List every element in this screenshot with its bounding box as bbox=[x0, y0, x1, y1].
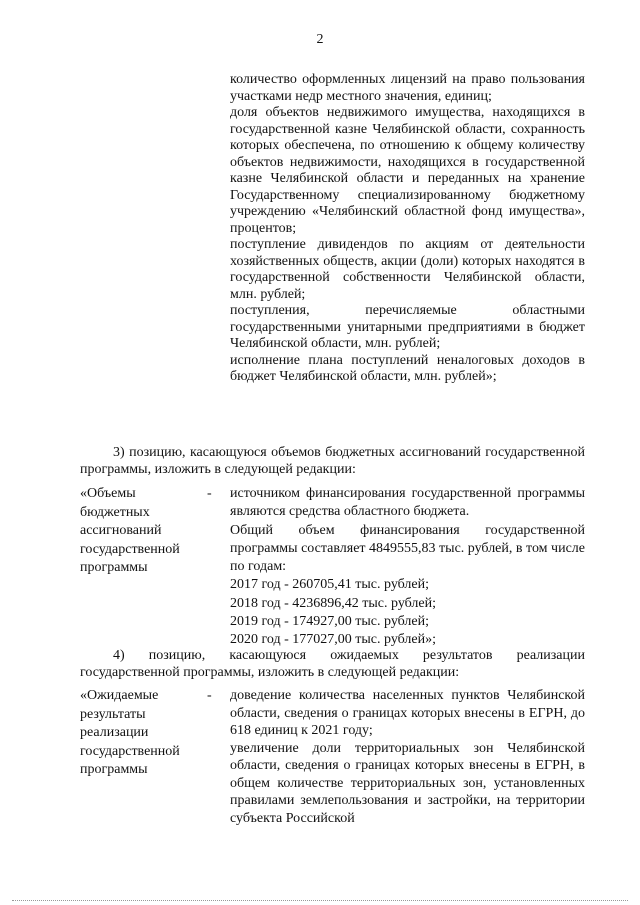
indicator-item: доля объектов недвижимого имущества, находящихся в государственной казне Челябинской области, сохранность которых обеспечена, по отношению к общему количеству объектов недвижимости, находящихся в государственной казне Челябинской области и переданных на хранение Государственному специализированному бюджетному учреждению «Челябинский областной фонд имущества», процентов; bbox=[230, 105, 585, 236]
result-item: доведение количества населенных пунктов Челябинской области, сведения о границах которых внесены в ЕГРН, до 618 единиц к 2021 году; bbox=[230, 688, 585, 738]
indicators-list bbox=[230, 72, 585, 386]
indicator-item: исполнение плана поступлений неналоговых доходов в бюджет Челябинской области, млн. рублей»; bbox=[230, 352, 585, 384]
item-3-dash: - bbox=[207, 486, 212, 501]
item-3-heading: 3) позицию, касающуюся объемов бюджетных ассигнований государственной программы, изложить в следующей редакции: bbox=[80, 445, 585, 477]
funding-total: Общий объем финансирования государственной программы составляет 4849555,83 тыс. рублей, в том числе по годам: bbox=[230, 522, 585, 575]
item-3-label: «Объемы бюджетных ассигнований государственной программы bbox=[80, 486, 180, 575]
item-4-heading: 4) позицию, касающуюся ожидаемых результатов реализации государственной программы, изложить в следующей редакции: bbox=[80, 648, 585, 680]
item-4-dash: - bbox=[207, 688, 212, 703]
item-4-content bbox=[230, 687, 585, 827]
funding-year: 2018 год - 4236896,42 тыс. рублей; bbox=[230, 595, 437, 611]
indicator-item: поступление дивидендов по акциям от деятельности хозяйственных обществ, акции (доли) которых находятся в государственной собственности Челябинской области, млн. рублей; bbox=[230, 237, 585, 302]
result-item: увеличение доли территориальных зон Челябинской области, сведения о границах которых внесены в ЕГРН, в общем количестве территориальных зон, установленных правилами землепользования и застройки, на территории субъекта Российской bbox=[230, 740, 585, 826]
funding-source: источником финансирования государственной программы являются средства областного бюджета. bbox=[230, 486, 585, 520]
funding-year: 2017 год - 260705,41 тыс. рублей; bbox=[230, 577, 430, 593]
funding-year: 2020 год - 177027,00 тыс. рублей»; bbox=[230, 632, 437, 648]
footer-divider bbox=[12, 900, 628, 901]
page-number: 2 bbox=[316, 32, 324, 47]
item-4-label: «Ожидаемые результаты реализации государственной программы bbox=[80, 688, 180, 777]
indicator-item: количество оформленных лицензий на право пользования участками недр местного значения, единиц; bbox=[230, 72, 585, 104]
funding-year: 2019 год - 174927,00 тыс. рублей; bbox=[230, 614, 430, 630]
indicator-item: поступления, перечисляемые областными государственными унитарными предприятиями в бюджет Челябинской области, млн. рублей; bbox=[230, 303, 585, 351]
item-3-content bbox=[230, 485, 585, 650]
